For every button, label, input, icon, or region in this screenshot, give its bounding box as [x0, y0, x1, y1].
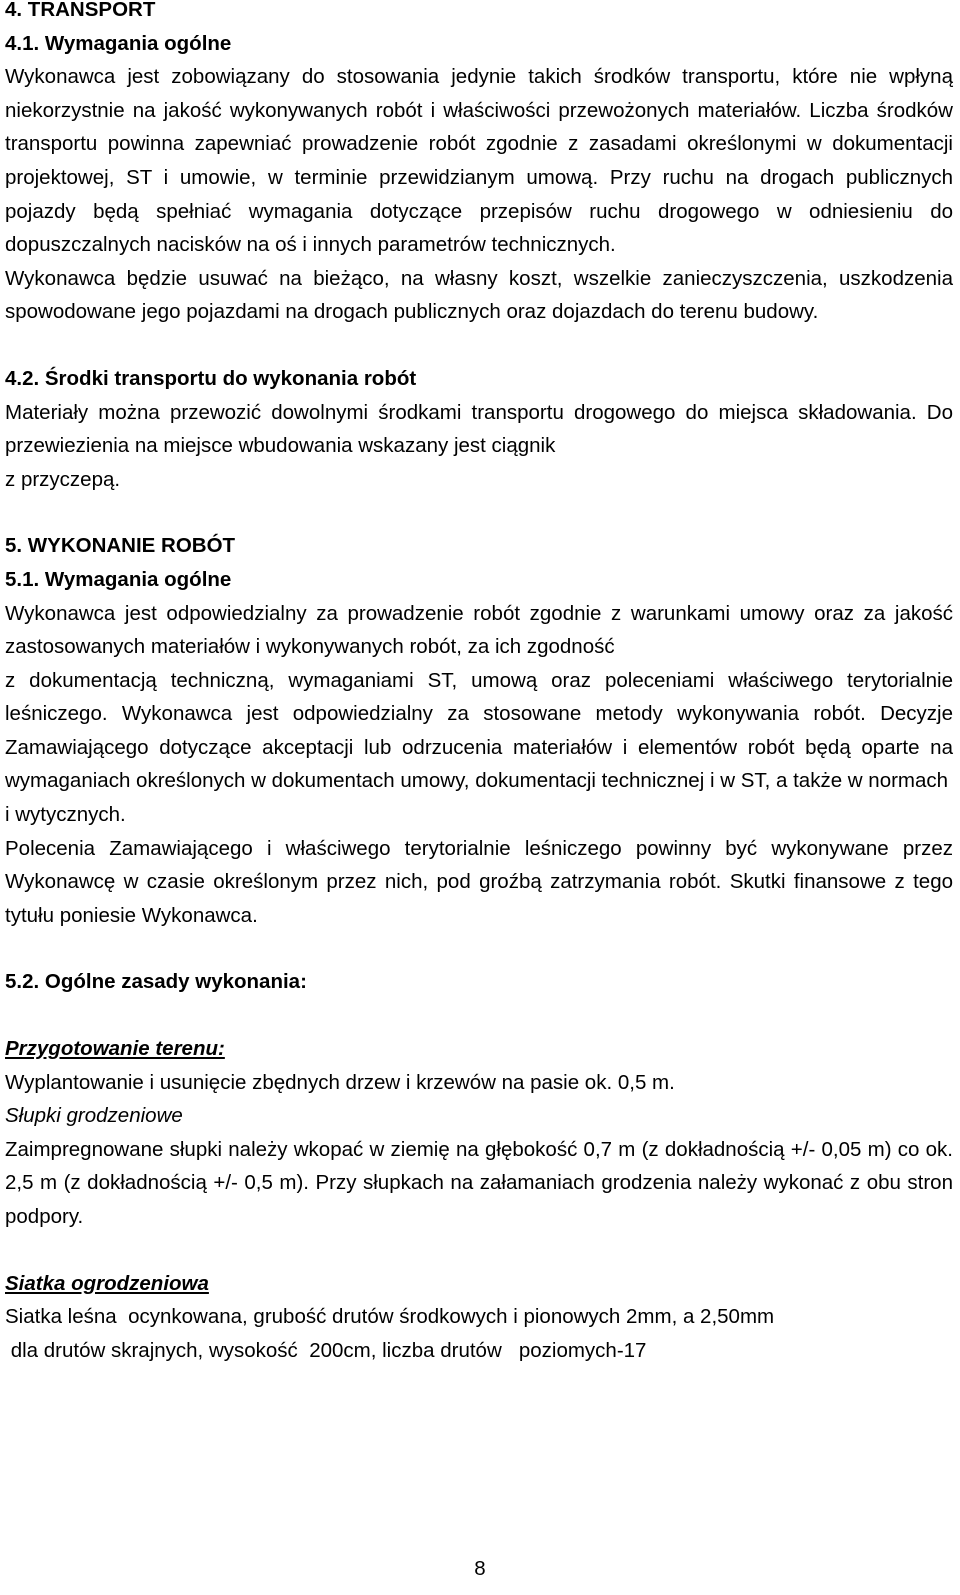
section-5-title: 5. WYKONANIE ROBÓT — [5, 534, 236, 558]
section-4-1-title: 4.1. Wymagania ogólne — [5, 31, 232, 55]
preparation-text: Wyplantowanie i usunięcie zbędnych drzew i krzewów na pasie ok. 0,5 m. — [5, 1070, 675, 1094]
section-4-2-title: 4.2. Środki transportu do wykonania robót — [5, 366, 417, 390]
section-5-1-paragraph-2: Polecenia Zamawiającego i właściwego terytorialnie leśniczego powinny być wykonywane przez Wykonawcę w czasie określonym przez nich, pod groźbą zatrzymania robót. Skutki finansowe z tego tytułu poniesie Wykonawca. — [5, 836, 953, 927]
section-5-1-paragraph-1b: z dokumentacją techniczną, wymaganiami ST, umową oraz poleceniami właściwego terytorialnie leśniczego. Wykonawca jest odpowiedzialny za stosowane metody wykonywania robót. Decyzje Zamawiającego dotyczące akceptacji lub odrzucenia materiałów i elementów robót będą oparte na wymaganiach określonych w dokumentach umowy, dokumentacji technicznej i w ST, a także w normach — [5, 668, 953, 793]
posts-text: Zaimpregnowane słupki należy wkopać w ziemię na głębokość 0,7 m (z dokładnością +/- 0,05 m) co ok. 2,5 m (z dokładnością +/- 0,5 m). Przy słupkach na załamaniach grodzenia należy wykonać z obu stron podpory. — [5, 1137, 953, 1228]
spacer — [5, 999, 953, 1032]
mesh-title: Siatka ogrodzeniowa — [5, 1271, 209, 1295]
posts-title: Słupki grodzeniowe — [5, 1104, 183, 1128]
section-5-1-title: 5.1. Wymagania ogólne — [5, 567, 232, 591]
page-number: 8 — [474, 1557, 486, 1580]
section-5-2-title: 5.2. Ogólne zasady wykonania: — [5, 970, 307, 994]
document-page — [5, 0, 953, 1367]
section-5-1-paragraph-1a: Wykonawca jest odpowiedzialny za prowadzenie robót zgodnie z warunkami umowy oraz za jakość zastosowanych materiałów i wykonywanych robót, za ich zgodność — [5, 601, 953, 659]
section-4-title: 4. TRANSPORT — [5, 0, 156, 21]
section-4-1-paragraph-2: Wykonawca będzie usuwać na bieżąco, na własny koszt, wszelkie zanieczyszczenia, uszkodzenia spowodowane jego pojazdami na drogach publicznych oraz dojazdach do terenu budowy. — [5, 266, 953, 324]
mesh-text-line-1: Siatka leśna ocynkowana, grubość drutów środkowych i pionowych 2mm, a 2,50mm — [5, 1305, 775, 1329]
spacer — [5, 1234, 953, 1267]
section-4-2-paragraph-1: Materiały można przewozić dowolnymi środkami transportu drogowego do miejsca składowania. Do przewiezienia na miejsce wbudowania wskazany jest ciągnik — [5, 400, 953, 458]
section-5-1-paragraph-1c: i wytycznych. — [5, 803, 126, 827]
spacer — [5, 329, 953, 362]
spacer — [5, 496, 953, 529]
preparation-title: Przygotowanie terenu: — [5, 1037, 225, 1061]
spacer — [5, 932, 953, 965]
section-4-1-paragraph-1: Wykonawca jest zobowiązany do stosowania jedynie takich środków transportu, które nie wpłyną niekorzystnie na jakość wykonywanych robót i właściwości przewożonych materiałów. Liczba środków transportu powinna zapewniać prowadzenie robót zgodnie z zasadami określonymi w dokumentacji projektowej, ST i umowie, w terminie przewidzianym umową. Przy ruchu na drogach publicznych pojazdy będą spełniać wymagania dotyczące przepisów ruchu drogowego w odniesieniu do dopuszczalnych nacisków na oś i innych parametrów technicznych. — [5, 65, 953, 257]
section-4-2-paragraph-1-end: z przyczepą. — [5, 467, 121, 491]
mesh-text-line-2: dla drutów skrajnych, wysokość 200cm, liczba drutów poziomych-17 — [5, 1338, 647, 1362]
